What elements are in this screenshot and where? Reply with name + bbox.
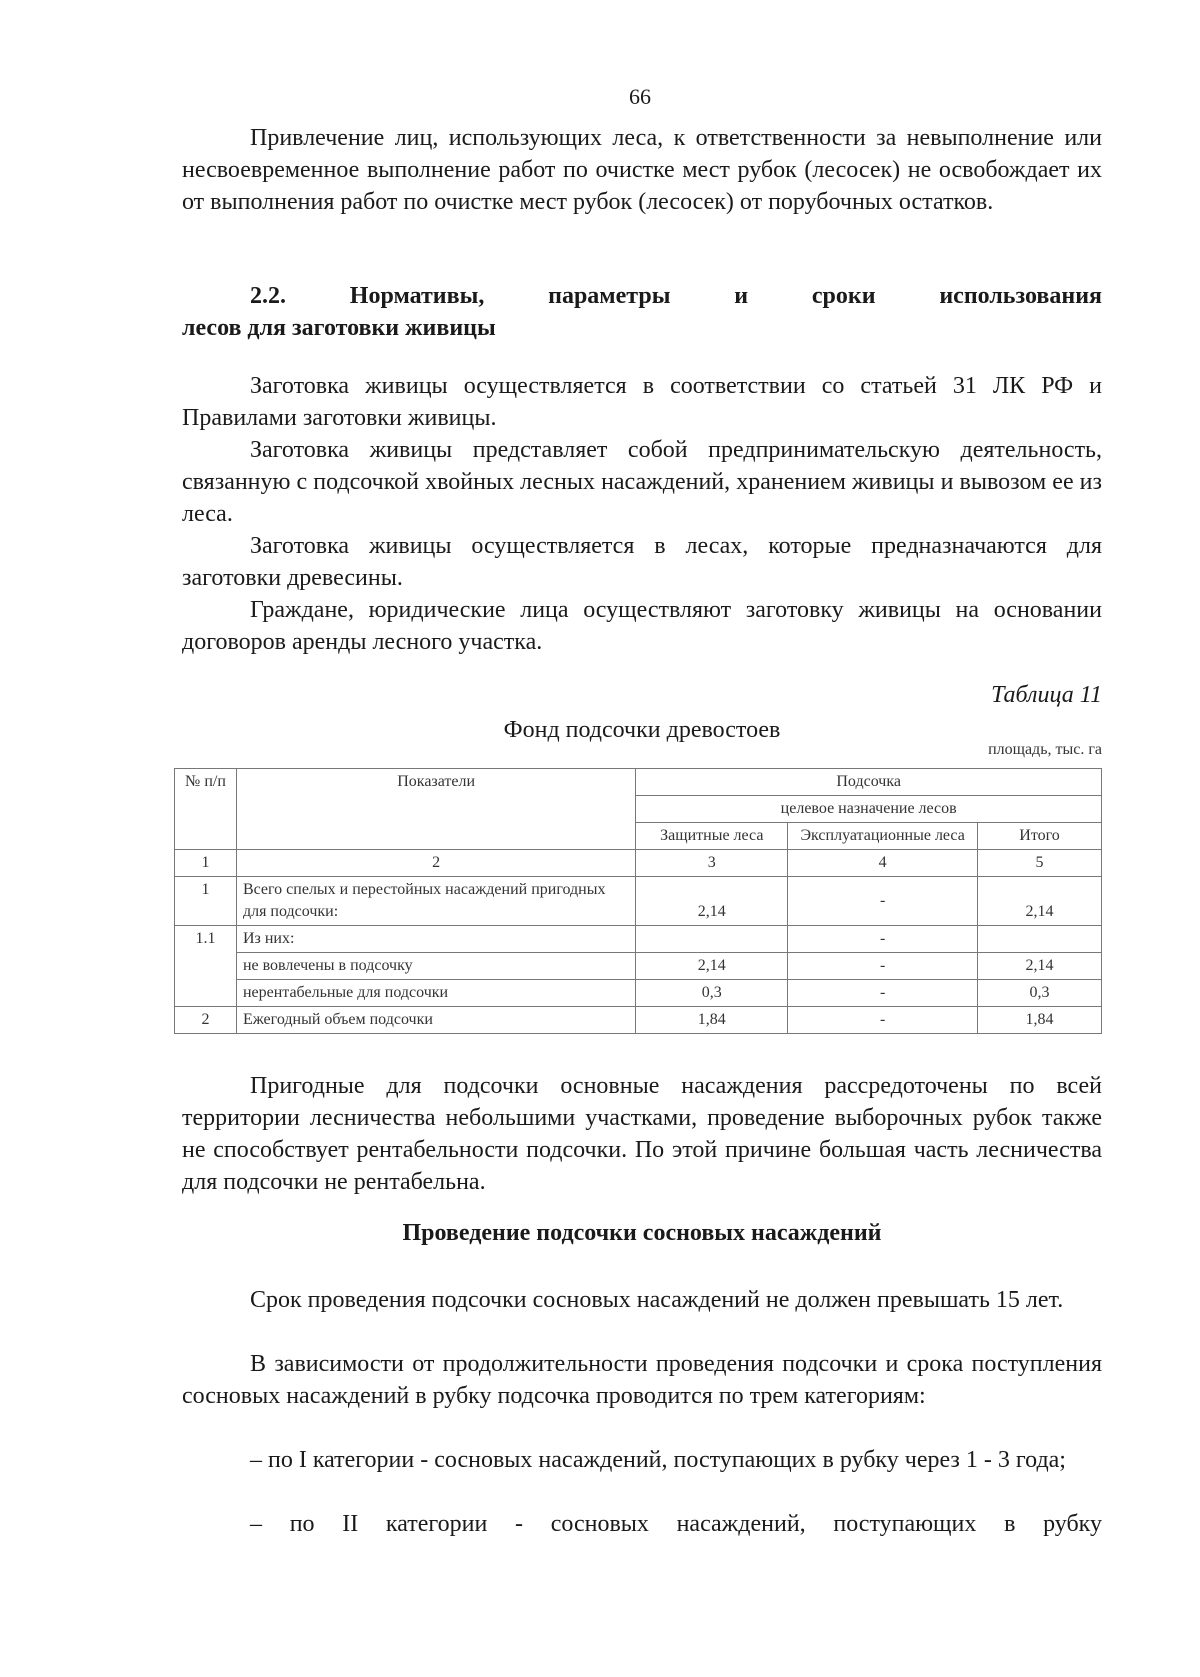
- table-row: нерентабельные для подсочки 0,3 - 0,3: [175, 980, 1102, 1007]
- paragraph-suitability: Пригодные для подсочки основные насаждения рассредоточены по всей территории лесничества небольшими участками, проведение выборочных рубок также не способствует рентабельности подсочки. По этой причине большая часть лесничества для подсочки не рентабельна.: [182, 1073, 1102, 1195]
- header-total: Итого: [978, 823, 1102, 850]
- paragraph-resin-forests: Заготовка живицы осуществляется в лесах, которые предназначаются для заготовки древесины.: [182, 533, 1102, 591]
- table-header-row: [175, 769, 1102, 796]
- header-tapping: Подсочка: [636, 769, 1102, 796]
- paragraph-term: Срок проведения подсочки сосновых насаждений не должен превышать 15 лет.: [250, 1287, 1064, 1313]
- header-protective: Защитные леса: [636, 823, 788, 850]
- tapping-fund-table: [174, 768, 1102, 1034]
- paragraph-resin-law: Заготовка живицы осуществляется в соответствии со статьей 31 ЛК РФ и Правилами заготовки живицы.: [182, 373, 1102, 431]
- section-heading: 2.2. Нормативы, параметры и сроки использования лесов для заготовки живицы: [182, 280, 1102, 344]
- table-row: 2 Ежегодный объем подсочки 1,84 - 1,84: [175, 1007, 1102, 1034]
- paragraph-resin-activity: Заготовка живицы представляет собой предпринимательскую деятельность, связанную с подсочкой хвойных лесных насаждений, хранением живицы и вывозом ее из леса.: [182, 437, 1102, 527]
- table-title: Фонд подсочки древостоев: [503, 717, 781, 743]
- table-label: Таблица 11: [991, 682, 1102, 708]
- list-item-category-2: – по II категории - сосновых насаждений, поступающих в рубку: [250, 1511, 1102, 1537]
- paragraph-categories: В зависимости от продолжительности проведения подсочки и срока поступления сосновых насаждений в рубку подсочка проводится по трем категориям:: [182, 1351, 1102, 1409]
- subheading: Проведение подсочки сосновых насаждений: [402, 1220, 882, 1246]
- paragraph-resin-lease: Граждане, юридические лица осуществляют заготовку живицы на основании договоров аренды лесного участка.: [182, 597, 1102, 655]
- table-row: 1.1 Из них: -: [175, 926, 1102, 953]
- table-row: не вовлечены в подсочку 2,14 - 2,14: [175, 953, 1102, 980]
- page-number: 66: [629, 84, 651, 109]
- header-num: № п/п: [175, 769, 237, 850]
- header-exploitation: Эксплуатационные леса: [788, 823, 978, 850]
- header-purpose: целевое назначение лесов: [636, 796, 1102, 823]
- table-unit: площадь, тыс. га: [988, 741, 1102, 758]
- table-row: 1 Всего спелых и перестойных насаждений пригодных для подсочки: 2,14 - 2,14: [175, 877, 1102, 926]
- table-colnum-row: 1 2 3 4 5: [175, 850, 1102, 877]
- list-item-category-1: – по I категории - сосновых насаждений, поступающих в рубку через 1 - 3 года;: [250, 1447, 1066, 1473]
- paragraph-liability: Привлечение лиц, использующих леса, к ответственности за невыполнение или несвоевременное выполнение работ по очистке мест рубок (лесосек) не освобождает их от выполнения работ по очистке мест рубок (лесосек) от порубочных остатков.: [182, 125, 1102, 215]
- header-indicators: Показатели: [236, 769, 635, 850]
- section-number: 2.2.: [250, 283, 286, 309]
